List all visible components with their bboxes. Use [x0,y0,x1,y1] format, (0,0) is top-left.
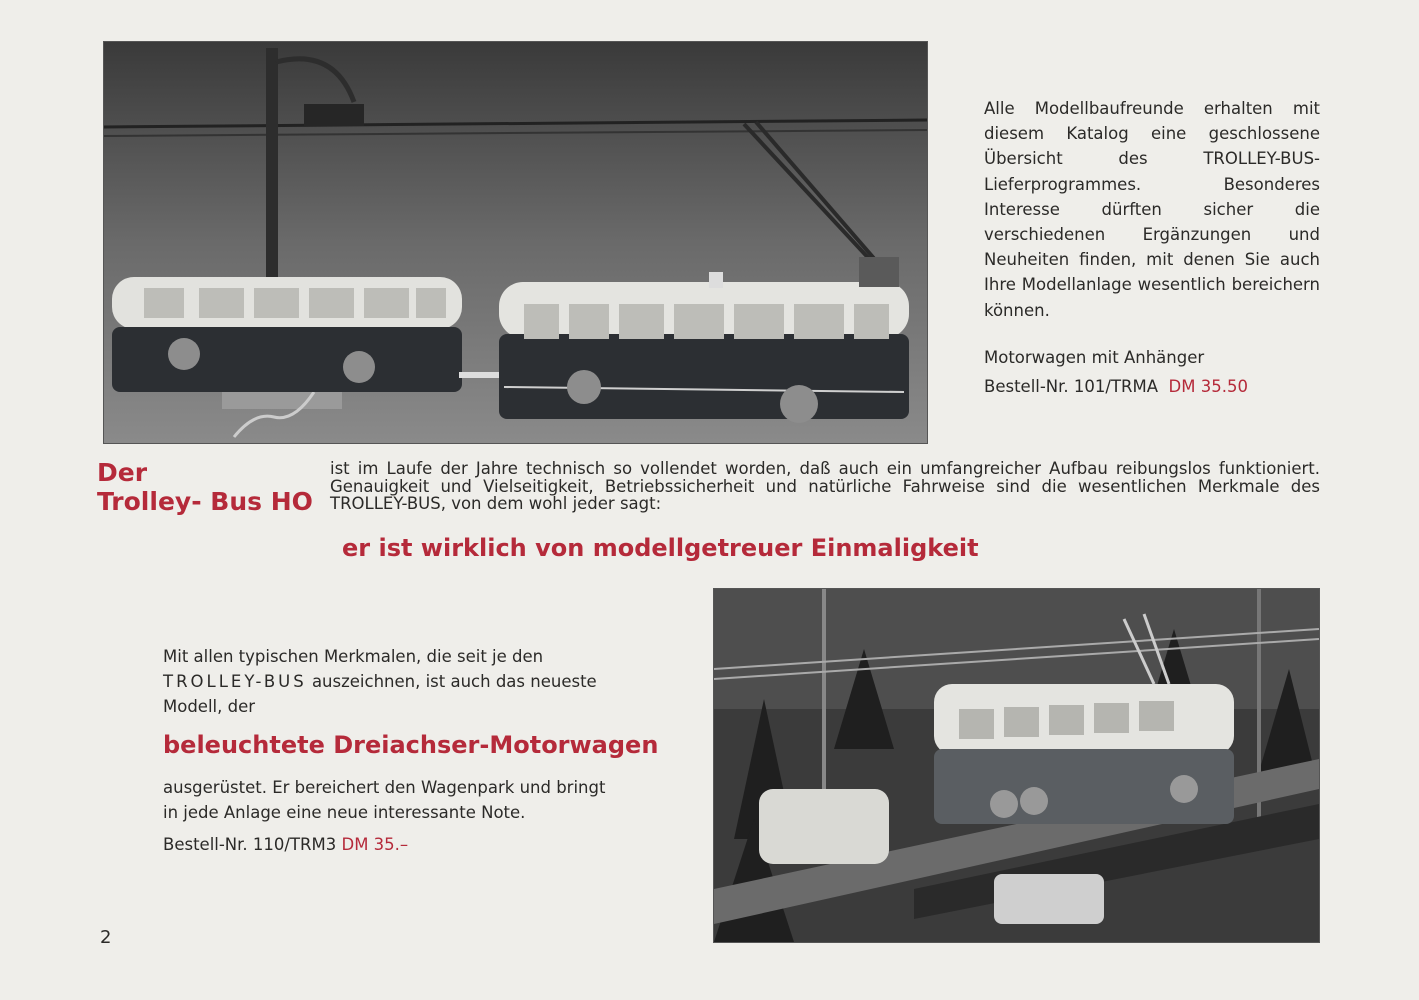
price: DM 35.50 [1168,377,1248,396]
new-model-line4: ausgerüstet. Er bereichert den Wagenpark und bringt [163,778,606,797]
new-model-line2-rest: auszeichnen, ist auch das neueste [306,672,597,691]
intro-paragraph: Alle Modellbaufreunde erhalten mit diesem Katalog eine geschlossene Übersicht des TROLLEY-BUS-Lieferprogrammes. Besonderes Interesse dürften sicher die verschiedenen Ergänzungen und Neuheiten finden, mit denen Sie auch Ihre Modellanlage wesentlich bereichern können. [984,99,1320,320]
new-model-intro [163,644,683,719]
intro-order-line [984,377,1248,396]
new-model-order-line [163,832,683,857]
new-model-heading: beleuchtete Dreiachser-Motorwagen [163,731,659,759]
trolley-bus-trailer-photo [103,41,928,444]
new-model-description [163,775,683,825]
three-axle-bus-photo [713,588,1320,943]
feature-slogan: er ist wirklich von modellgetreuer Einmaligkeit [342,534,979,562]
brand-name: TROLLEY-BUS [163,672,307,691]
new-model-line1: Mit allen typischen Merkmalen, die seit je den [163,647,544,666]
feature-heading-line1: Der [97,458,148,487]
intro-caption: Motorwagen mit Anhänger [984,348,1205,367]
feature-heading-line2: Trolley- Bus HO [97,487,313,516]
order-number: Bestell-Nr. 110/TRM3 [163,835,337,854]
page-number: 2 [100,927,112,948]
new-model-line3: Modell, der [163,697,256,716]
order-number: Bestell-Nr. 101/TRMA [984,377,1159,396]
new-model-line2 [163,669,683,694]
new-model-line5: in jede Anlage eine neue interessante Note. [163,803,526,822]
price: DM 35.– [341,835,409,854]
feature-heading [97,458,313,516]
feature-body: ist im Laufe der Jahre technisch so vollendet worden, daß auch ein umfangreicher Aufbau reibungslos funktioniert. Genauigkeit und Vielseitigkeit, Betriebssicherheit und natürliche Fahrweise sind die wesentlichen Merkmale des TROLLEY-BUS, von dem wohl jeder sagt: [330,459,1320,513]
